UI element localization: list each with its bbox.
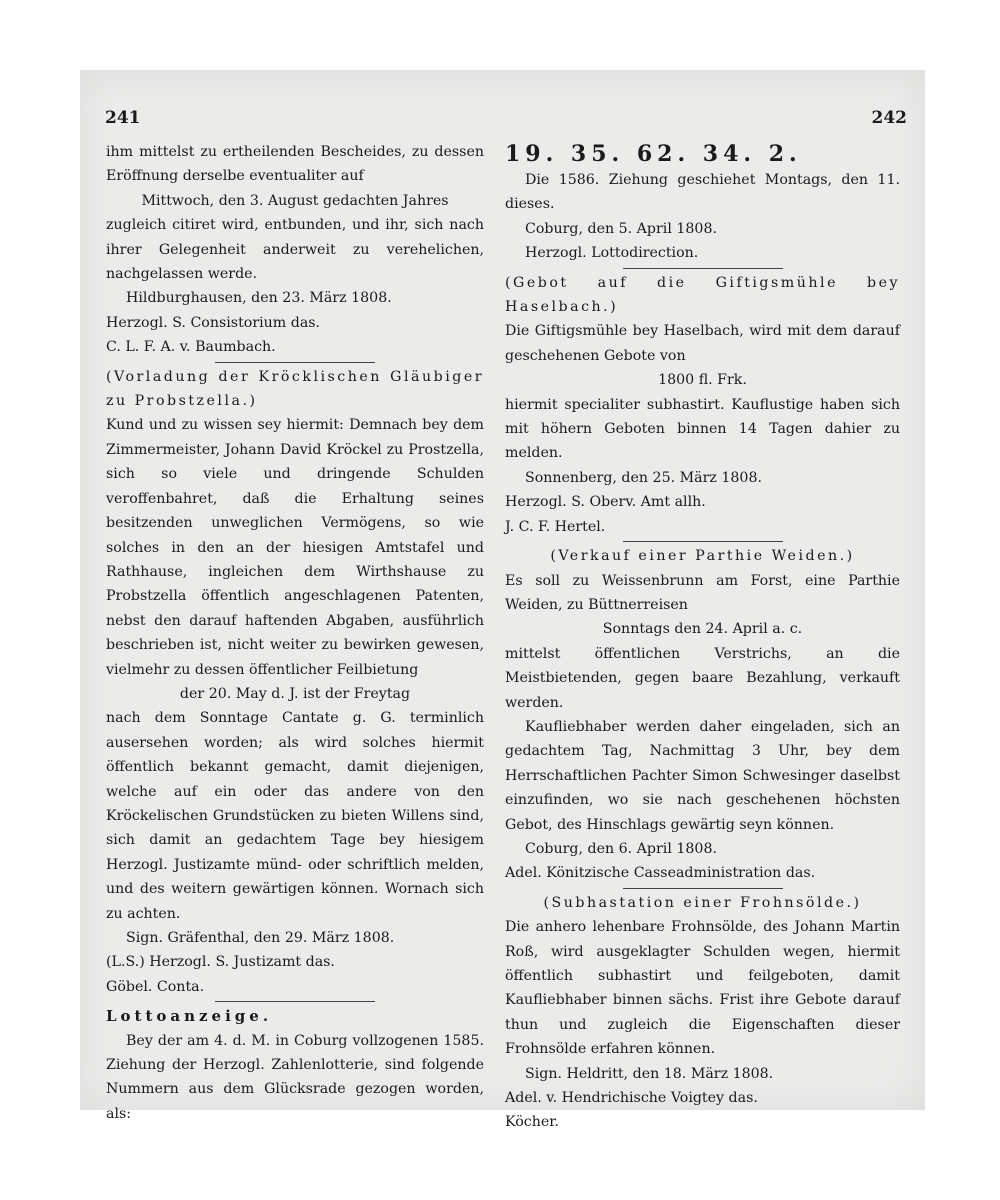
right-column [505, 140, 900, 1135]
signature-name: J. C. F. Hertel. [505, 518, 606, 535]
text-paragraph: hiermit specialiter subhastirt. Kauflustige haben sich mit höhern Geboten binnen 14 Tagen dahier zu melden. [505, 396, 900, 462]
date-line: Mittwoch, den 3. August gedachten Jahres [141, 192, 449, 209]
notice-heading: (Gebot auf die Giftigsmühle bey Haselbach.) [505, 274, 900, 316]
signature-authority: Adel. v. Hendrichische Voigtey das. [505, 1090, 758, 1107]
signature-authority: (L.S.) Herzogl. S. Justizamt das. [106, 954, 335, 971]
divider-rule [623, 888, 783, 889]
place-date-line: Coburg, den 6. April 1808. [525, 840, 717, 857]
text-paragraph: Die anhero lehenbare Frohnsölde, des Johann Martin Roß, wird ausgeklagter Schulden wegen, hiermit öffentlich subhastirt und feilgeboten, damit Kaufliebhaber binnen sächs. Frist ihre Gebote darauf thun und zugleich die Eigenschaften dieser Frohnsölde erfahren können. [505, 919, 900, 1058]
divider-rule [215, 362, 375, 363]
date-line: der 20. May d. J. ist der Freytag [179, 685, 411, 702]
notice-heading: (Vorladung der Kröcklischen Gläubiger zu Probstzella.) [106, 368, 484, 410]
left-column [106, 140, 484, 1126]
text-paragraph: Kund und zu wissen sey hiermit: Demnach bey dem Zimmermeister, Johann David Kröckel zu Prostzella, sich so viele und dringende Schulden veroffenbahret, daß die Erhaltung seines besitzenden unweglichen Vermögens, so wie solches in den an der hiesigen Amtstafel und Rathhause, ingleichen dem Wirthshause zu Probstzella öffentlich angeschlagenen Patenten, nebst den darauf haftenden Abgaben, ausführlich beschrieben ist, nicht weiter zu bewirken gewesen, vielmehr zu dessen öffentlicher Feilbietung [106, 417, 484, 678]
signature-authority: Herzogl. S. Consistorium das. [106, 314, 321, 331]
page-number-right: 242 [871, 108, 907, 128]
divider-rule [623, 541, 783, 542]
text-paragraph: nach dem Sonntage Cantate g. G. terminlich ausersehen worden; als wird solches hiermit öffentlich bekannt gemacht, damit diejenigen, welche auf ein oder das andere von den Kröckelischen Grundstücken zu bieten Willens sind, sich damit an gedachtem Tage bey hiesigem Herzogl. Justizamte münd- oder schriftlich melden, und des weitern gewärtigen können. Wornach sich zu achten. [106, 710, 484, 922]
text-paragraph: mittelst öffentlichen Verstrichs, an die Meistbietenden, gegen baare Bezahlung, verkauft werden. [505, 645, 900, 711]
lottery-numbers: 19. 35. 62. 34. 2. [505, 141, 802, 167]
text-paragraph: ihm mittelst zu ertheilenden Bescheides, zu dessen Eröffnung derselbe eventualiter auf [106, 144, 484, 185]
signature-authority: Adel. Könitzische Casseadministration das. [505, 865, 816, 882]
notice-heading: (Subhastation einer Frohnsölde.) [543, 894, 862, 911]
place-date-line: Sign. Heldritt, den 18. März 1808. [525, 1065, 774, 1082]
signature-authority: Herzogl. Lottodirection. [525, 245, 699, 262]
place-date-line: Coburg, den 5. April 1808. [525, 220, 717, 237]
signature-name: Köcher. [505, 1114, 559, 1131]
signature-authority: Herzogl. S. Oberv. Amt allh. [505, 494, 706, 511]
divider-rule [623, 268, 783, 269]
text-paragraph: Die 1586. Ziehung geschiehet Montags, den 11. dieses. [505, 172, 900, 213]
text-paragraph: Kaufliebhaber werden daher eingeladen, sich an gedachtem Tag, Nachmittag 3 Uhr, bey dem Herrschaftlichen Pachter Simon Schwesinger daselbst einzufinden, wo sie nach geschehenen höchsten Gebot, des Hinschlags gewärtig seyn können. [505, 718, 900, 833]
text-paragraph: Es soll zu Weissenbrunn am Forst, eine Parthie Weiden, zu Büttnerreisen [505, 572, 900, 613]
text-paragraph: Bey der am 4. d. M. in Coburg vollzogenen 1585. Ziehung der Herzogl. Zahlenlotterie, sind folgende Nummern aus dem Glücksrade gezogen worden, als: [106, 1032, 484, 1122]
place-date-line: Sign. Gräfenthal, den 29. März 1808. [126, 930, 395, 946]
text-paragraph: zugleich citiret wird, entbunden, und ihr, sich nach ihrer Gelegenheit anderweit zu verehelichen, nachgelassen werde. [106, 217, 484, 283]
signature-name: C. L. F. A. v. Baumbach. [106, 339, 276, 356]
signature-name: Göbel. Conta. [106, 978, 205, 995]
divider-rule [215, 1001, 375, 1002]
price-line: 1800 fl. Frk. [658, 372, 747, 389]
text-paragraph: Die Giftigsmühle bey Haselbach, wird mit dem darauf geschehenen Gebote von [505, 323, 900, 364]
date-line: Sonntags den 24. April a. c. [602, 621, 803, 638]
place-date-line: Hildburghausen, den 23. März 1808. [126, 290, 392, 307]
newspaper-page [80, 70, 925, 1131]
notice-heading: (Verkauf einer Parthie Weiden.) [550, 548, 855, 565]
section-heading: Lottoanzeige. [106, 1007, 273, 1026]
place-date-line: Sonnenberg, den 25. März 1808. [525, 469, 762, 486]
page-number-left: 241 [105, 108, 141, 128]
